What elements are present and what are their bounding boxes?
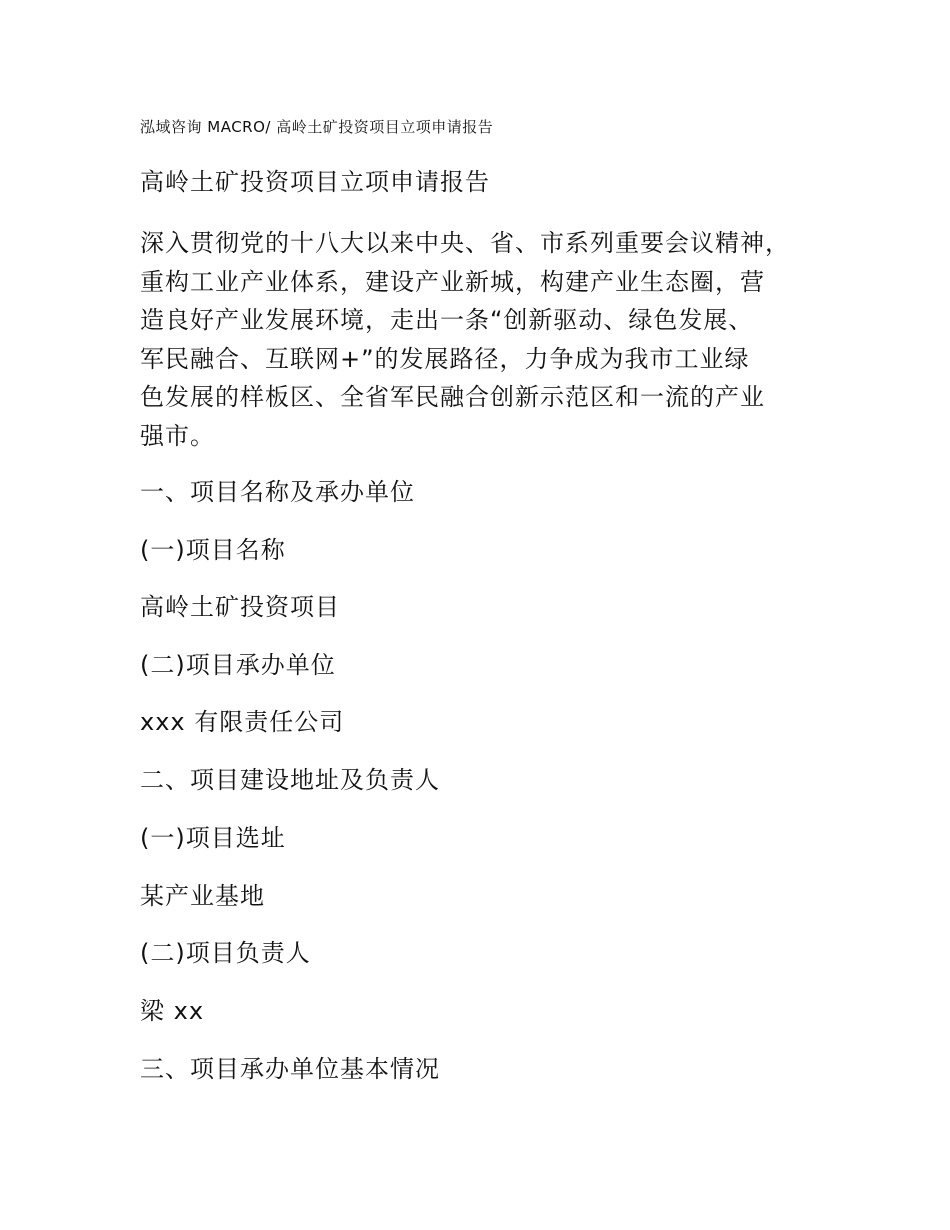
undertaking-unit-value: xxx 有限责任公司 bbox=[140, 708, 345, 736]
intro-line: 色发展的样板区、全省军民融合创新示范区和一流的产业 bbox=[140, 383, 765, 412]
section-heading-3: 三、项目承办单位基本情况 bbox=[140, 1055, 440, 1083]
document-title: 高岭土矿投资项目立项申请报告 bbox=[140, 168, 490, 196]
intro-line: 造良好产业发展环境，走出一条“创新驱动、绿色发展、 bbox=[140, 306, 754, 335]
page-header-breadcrumb: 泓域咨询 MACRO/ 高岭土矿投资项目立项申请报告 bbox=[140, 118, 494, 136]
subsection-heading-responsible-person: (二)项目负责人 bbox=[140, 939, 311, 967]
responsible-person-value: 梁 xx bbox=[140, 997, 205, 1025]
intro-line: 重构工业产业体系，建设产业新城，构建产业生态圈，营 bbox=[140, 267, 765, 296]
intro-paragraph bbox=[140, 224, 820, 456]
section-heading-2: 二、项目建设地址及负责人 bbox=[140, 766, 440, 794]
intro-line: 深入贯彻党的十八大以来中央、省、市系列重要会议精神， bbox=[140, 229, 790, 257]
section-heading-1: 一、项目名称及承办单位 bbox=[140, 478, 415, 506]
intro-line: 强市。 bbox=[140, 421, 215, 450]
project-name-value: 高岭土矿投资项目 bbox=[140, 593, 340, 621]
subsection-heading-project-name: (一)项目名称 bbox=[140, 536, 286, 564]
site-value: 某产业基地 bbox=[140, 882, 265, 910]
subsection-heading-undertaking-unit: (二)项目承办单位 bbox=[140, 651, 336, 679]
subsection-heading-site: (一)项目选址 bbox=[140, 824, 286, 852]
intro-line: 军民融合、互联网+”的发展路径，力争成为我市工业绿 bbox=[140, 344, 750, 373]
